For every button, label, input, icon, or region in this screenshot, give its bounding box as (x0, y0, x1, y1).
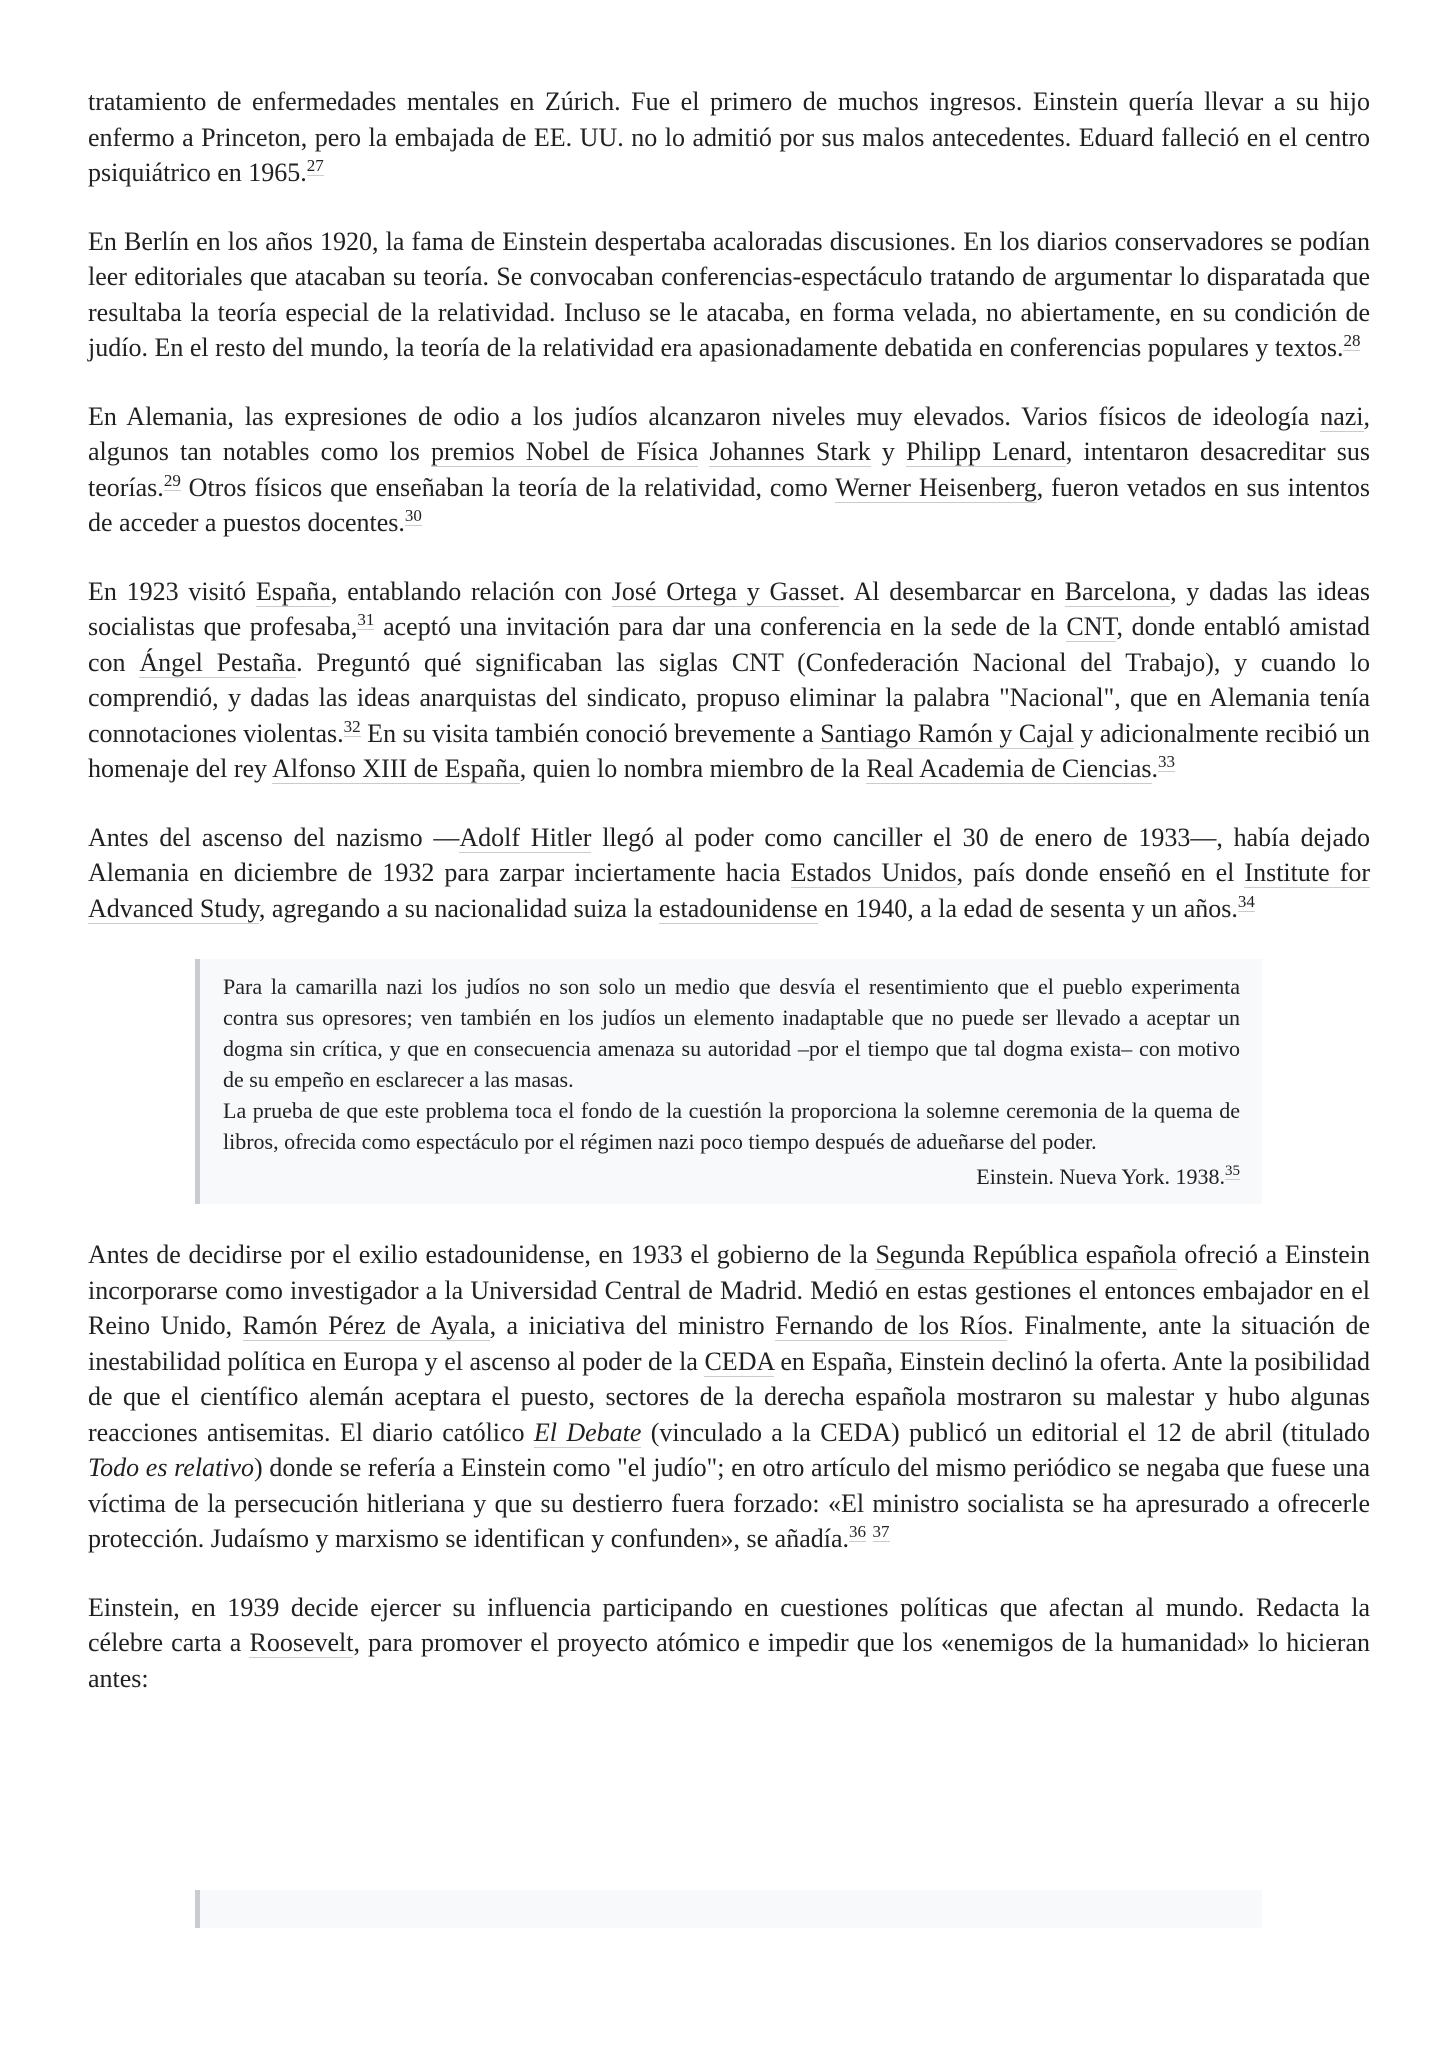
text: . (1151, 754, 1159, 783)
text: Antes del ascenso del nazismo — (88, 822, 460, 852)
text: En su visita también conoció brevemente a (360, 718, 821, 748)
blockquote (195, 959, 1262, 1204)
text: , algunos tan notables como los (88, 401, 1370, 466)
text: , fueron vetados en sus intentos de acceder a puestos docentes. (88, 472, 1370, 537)
wiki-link[interactable]: Real Academia de Ciencias (866, 754, 1152, 783)
wiki-link[interactable]: Ramón Pérez de Ayala (242, 1311, 490, 1340)
text: , a iniciativa del ministro (489, 1311, 776, 1340)
quote-text-1: Para la camarilla nazi los judíos no son solo un medio que desvía el resentimiento que el pueblo experimenta contra sus opresores; ven también en los judíos un elemento inadaptable que no puede ser llevado a aceptar un dogma sin crítica, y que en consecuencia amenaza su autoridad –por el tiempo que tal dogma exista– con motivo de su empeño en esclarecer a las masas. (223, 974, 1240, 1092)
text: ) donde se refería a Einstein como "el judío"; en otro artículo del mismo periódico se negaba que fuese una víctima de la persecución hitleriana y que su destierro fuera forzado: «El ministro socialista se ha apresurado a ofrecerle protección. Judaísmo y marxismo se identifican y confunden», se añadía. (88, 1453, 1370, 1553)
wiki-link[interactable]: CEDA (704, 1346, 774, 1376)
text: llegó al poder como canciller el 30 de enero de 1933—, había dejado Alemania en diciembre de 1932 para zarpar inciertamente hacia (88, 822, 1370, 887)
citation-text: Einstein. Nueva York. 1938. (976, 1164, 1225, 1189)
wiki-link[interactable]: Adolf Hitler (459, 822, 592, 852)
text: , para promover el proyecto atómico e impedir que los «enemigos de la humanidad» lo hicieran antes: (88, 1628, 1370, 1693)
paragraph (88, 84, 1370, 191)
wiki-link[interactable]: premios Nobel de Física (431, 437, 699, 466)
text: en 1940, a la edad de sesenta y un años. (817, 893, 1238, 923)
text: , agregando a su nacionalidad suiza la (258, 893, 659, 923)
text: En Berlín en los años 1920, la fama de Einstein despertaba acaloradas discusiones. En los diarios conservadores se podían leer editoriales que atacaban su teoría. Se convocaban conferencias-espectáculo tratando de argumentar lo disparatada que resultaba la teoría especial de la relatividad. Incluso se le atacaba, en forma velada, no abiertamente, en su condición de judío. En el resto del mundo, la teoría de la relatividad era apasionadamente debatida en conferencias populares y textos. (88, 226, 1370, 362)
reference-link[interactable]: 37 (872, 1522, 890, 1541)
paragraphs-after-quote (88, 1237, 1370, 1696)
reference-link[interactable]: 31 (357, 610, 375, 629)
wiki-link[interactable]: Werner Heisenberg (835, 472, 1037, 502)
wiki-link[interactable]: Roosevelt (249, 1628, 354, 1657)
wiki-link[interactable]: El Debate (533, 1417, 642, 1447)
reference-link[interactable]: 36 (849, 1522, 867, 1541)
text: En 1923 visitó (88, 576, 256, 606)
blockquote-empty (195, 1890, 1262, 1928)
wiki-link[interactable]: Segunda República española (875, 1240, 1177, 1269)
reference-link[interactable]: 30 (404, 506, 422, 525)
wiki-link[interactable]: estadounidense (658, 893, 818, 923)
paragraph (88, 224, 1370, 366)
wiki-link[interactable]: Fernando de los Ríos (775, 1311, 1008, 1340)
quote-citation (223, 1161, 1240, 1192)
wiki-link[interactable]: Barcelona (1064, 576, 1171, 606)
text: , país donde enseñó en el (956, 858, 1245, 887)
paragraph (88, 1590, 1370, 1697)
wiki-link[interactable]: nazi (1320, 401, 1364, 431)
text (698, 437, 709, 466)
text: , intentaron desacreditar sus teorías. (88, 437, 1370, 502)
wiki-link[interactable]: Santiago Ramón y Cajal (820, 718, 1074, 748)
text: Otros físicos que enseñaban la teoría de la relatividad, como (180, 472, 836, 502)
wiki-link[interactable]: Institute for Advanced Study (88, 858, 1371, 923)
paragraph (88, 1237, 1370, 1557)
wiki-link[interactable]: Johannes Stark (709, 437, 871, 466)
text: , donde entabló amistad con (88, 612, 1370, 677)
wiki-link[interactable]: Ángel Pestaña (139, 647, 297, 677)
wiki-link[interactable]: España (255, 576, 331, 606)
reference-link[interactable]: 32 (343, 716, 361, 736)
paragraph (88, 399, 1370, 541)
text: Einstein, en 1939 decide ejercer su influencia participando en cuestiones políticas que afectan al mundo. Redacta la célebre carta a (88, 1592, 1370, 1657)
quote-text-2: La prueba de que este problema toca el fondo de la cuestión la proporciona la solemne ceremonia de la quema de libros, ofrecida como espectáculo por el régimen nazi poco tiempo después de adueñarse del poder. (223, 1098, 1240, 1154)
reference-link[interactable]: 27 (306, 156, 324, 175)
text: . Preguntó qué significaban las siglas CNT (Confederación Nacional del Trabajo), y cuando lo comprendió, y dadas las ideas anarquistas del sindicato, propuso eliminar la palabra "Nacional", que en Alemania tenía connotaciones violentas. (88, 647, 1371, 748)
text: En Alemania, las expresiones de odio a los judíos alcanzaron niveles muy elevados. Varios físicos de ideología (88, 401, 1321, 431)
text: (vinculado a la CEDA) publicó un editorial el 12 de abril (titulado (641, 1417, 1371, 1447)
paragraph (88, 820, 1370, 927)
text: . Finalmente, ante la situación de inestabilidad política en Europa y el ascenso al poder de la (88, 1311, 1371, 1376)
wiki-link[interactable]: José Ortega y Gasset (611, 576, 839, 606)
paragraphs-before-quote (88, 84, 1370, 926)
reference-link[interactable]: 28 (1343, 331, 1361, 350)
reference-link[interactable]: 35 (1225, 1163, 1240, 1179)
text: aceptó una invitación para dar una conferencia en la sede de la (374, 612, 1067, 641)
paragraph (88, 574, 1370, 787)
wiki-link[interactable]: Estados Unidos (790, 858, 957, 887)
text: y adicionalmente recibió un homenaje del rey (88, 718, 1370, 783)
text: , entablando relación con (330, 576, 612, 606)
text: . Al desembarcar en (838, 576, 1065, 606)
reference-link[interactable]: 29 (163, 470, 181, 490)
text: , y dadas las ideas socialistas que profesaba, (88, 576, 1370, 641)
text: , quien lo nombra miembro de la (519, 754, 867, 783)
text: Antes de decidirse por el exilio estadounidense, en 1933 el gobierno de la (88, 1240, 876, 1269)
wiki-link[interactable]: Alfonso XIII de España (272, 754, 520, 783)
reference-link[interactable]: 34 (1237, 891, 1255, 911)
italic-text: Todo es relativo (88, 1453, 255, 1482)
text: tratamiento de enfermedades mentales en Zúrich. Fue el primero de muchos ingresos. Einstein quería llevar a su hijo enfermo a Princeton, pero la embajada de EE. UU. no lo admitió por sus malos antecedentes. Eduard falleció en el centro psiquiátrico en 1965. (88, 87, 1370, 187)
wiki-link[interactable]: CNT (1066, 612, 1117, 641)
article-content (88, 84, 1370, 1729)
text: ofreció a Einstein incorporarse como investigador a la Universidad Central de Madrid. Medió en estas gestiones el entonces embajador en el Reino Unido, (88, 1240, 1370, 1340)
text: y (870, 437, 907, 466)
wiki-link[interactable]: Philipp Lenard (906, 437, 1066, 466)
text: en España, Einstein declinó la oferta. Ante la posibilidad de que el científico alemán aceptara el puesto, sectores de la derecha española mostraron su malestar y hubo algunas reacciones antisemitas. El diario católico (88, 1346, 1370, 1447)
reference-link[interactable]: 33 (1158, 752, 1176, 771)
